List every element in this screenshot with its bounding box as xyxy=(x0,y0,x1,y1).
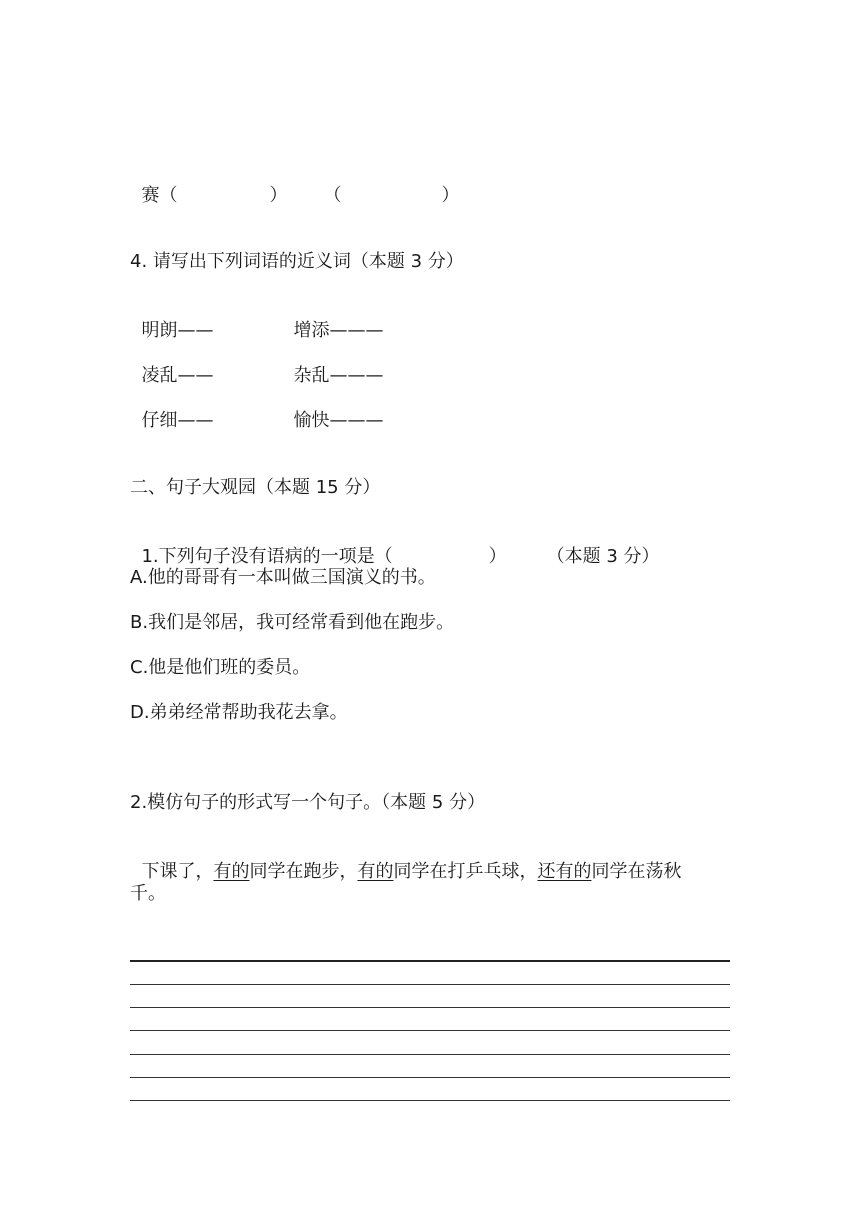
sentence-underline-3: 还有的 xyxy=(537,861,592,882)
q4-row-3-left: 仔细—— xyxy=(141,410,214,431)
blank-close-2: ） xyxy=(441,185,460,206)
section-2-title: 二、句子大观园（本题 15 分） xyxy=(130,477,381,498)
q4-row-2 xyxy=(130,340,383,388)
writing-line-7[interactable] xyxy=(130,1100,730,1101)
s2-q1-option-d: D.弟弟经常帮助我花去拿。 xyxy=(130,702,348,723)
sentence-part-3: 同学在打乒乓球， xyxy=(393,861,538,882)
sentence-underline-1: 有的 xyxy=(213,861,250,882)
s2-q1-option-c: C.他是他们班的委员。 xyxy=(130,657,311,678)
q4-row-3-right: 愉快——— xyxy=(293,410,384,431)
q4-row-1-right: 增添——— xyxy=(293,320,384,341)
s2-q1-option-a: A.他的哥哥有一本叫做三国演义的书。 xyxy=(130,567,436,588)
s2-q1-close: ） xyxy=(488,546,507,567)
s2-q2-title: 2.模仿句子的形式写一个句子。（本题 5 分） xyxy=(130,792,486,813)
s2-q1-points: （本题 3 分） xyxy=(546,546,660,567)
blank-open-2: （ xyxy=(323,185,342,206)
writing-line-6[interactable] xyxy=(130,1077,730,1078)
writing-line-5[interactable] xyxy=(130,1054,730,1055)
q4-row-1-left: 明朗—— xyxy=(141,320,214,341)
q4-row-3 xyxy=(130,385,383,433)
writing-line-1[interactable] xyxy=(130,960,730,962)
writing-line-3[interactable] xyxy=(130,1007,730,1008)
s2-q2-sentence-end: 千。 xyxy=(130,883,166,904)
sentence-part-4: 同学在荡秋 xyxy=(591,861,682,882)
blank-close-1: ） xyxy=(269,185,288,206)
sentence-part-2: 同学在跑步， xyxy=(249,861,358,882)
q4-title: 4. 请写出下列词语的近义词（本题 3 分） xyxy=(130,251,464,272)
writing-line-2[interactable] xyxy=(130,984,730,985)
sentence-part-1: 下课了， xyxy=(141,861,214,882)
s2-q1-option-b: B.我们是邻居，我可经常看到他在跑步。 xyxy=(130,612,455,633)
sentence-underline-2: 有的 xyxy=(357,861,394,882)
s2-q2-sentence xyxy=(130,836,681,884)
q4-row-1 xyxy=(130,295,383,343)
q4-row-2-right: 杂乱——— xyxy=(293,365,384,386)
s2-q1-prompt-line xyxy=(130,521,660,569)
blank-open-1: （ xyxy=(159,185,178,206)
s2-q1-prompt: 1.下列句子没有语病的一项是（ xyxy=(141,546,393,567)
q4-row-2-left: 凌乱—— xyxy=(141,365,214,386)
fill-row xyxy=(130,160,459,208)
writing-line-4[interactable] xyxy=(130,1030,730,1031)
fill-row-char: 赛 xyxy=(141,185,160,206)
